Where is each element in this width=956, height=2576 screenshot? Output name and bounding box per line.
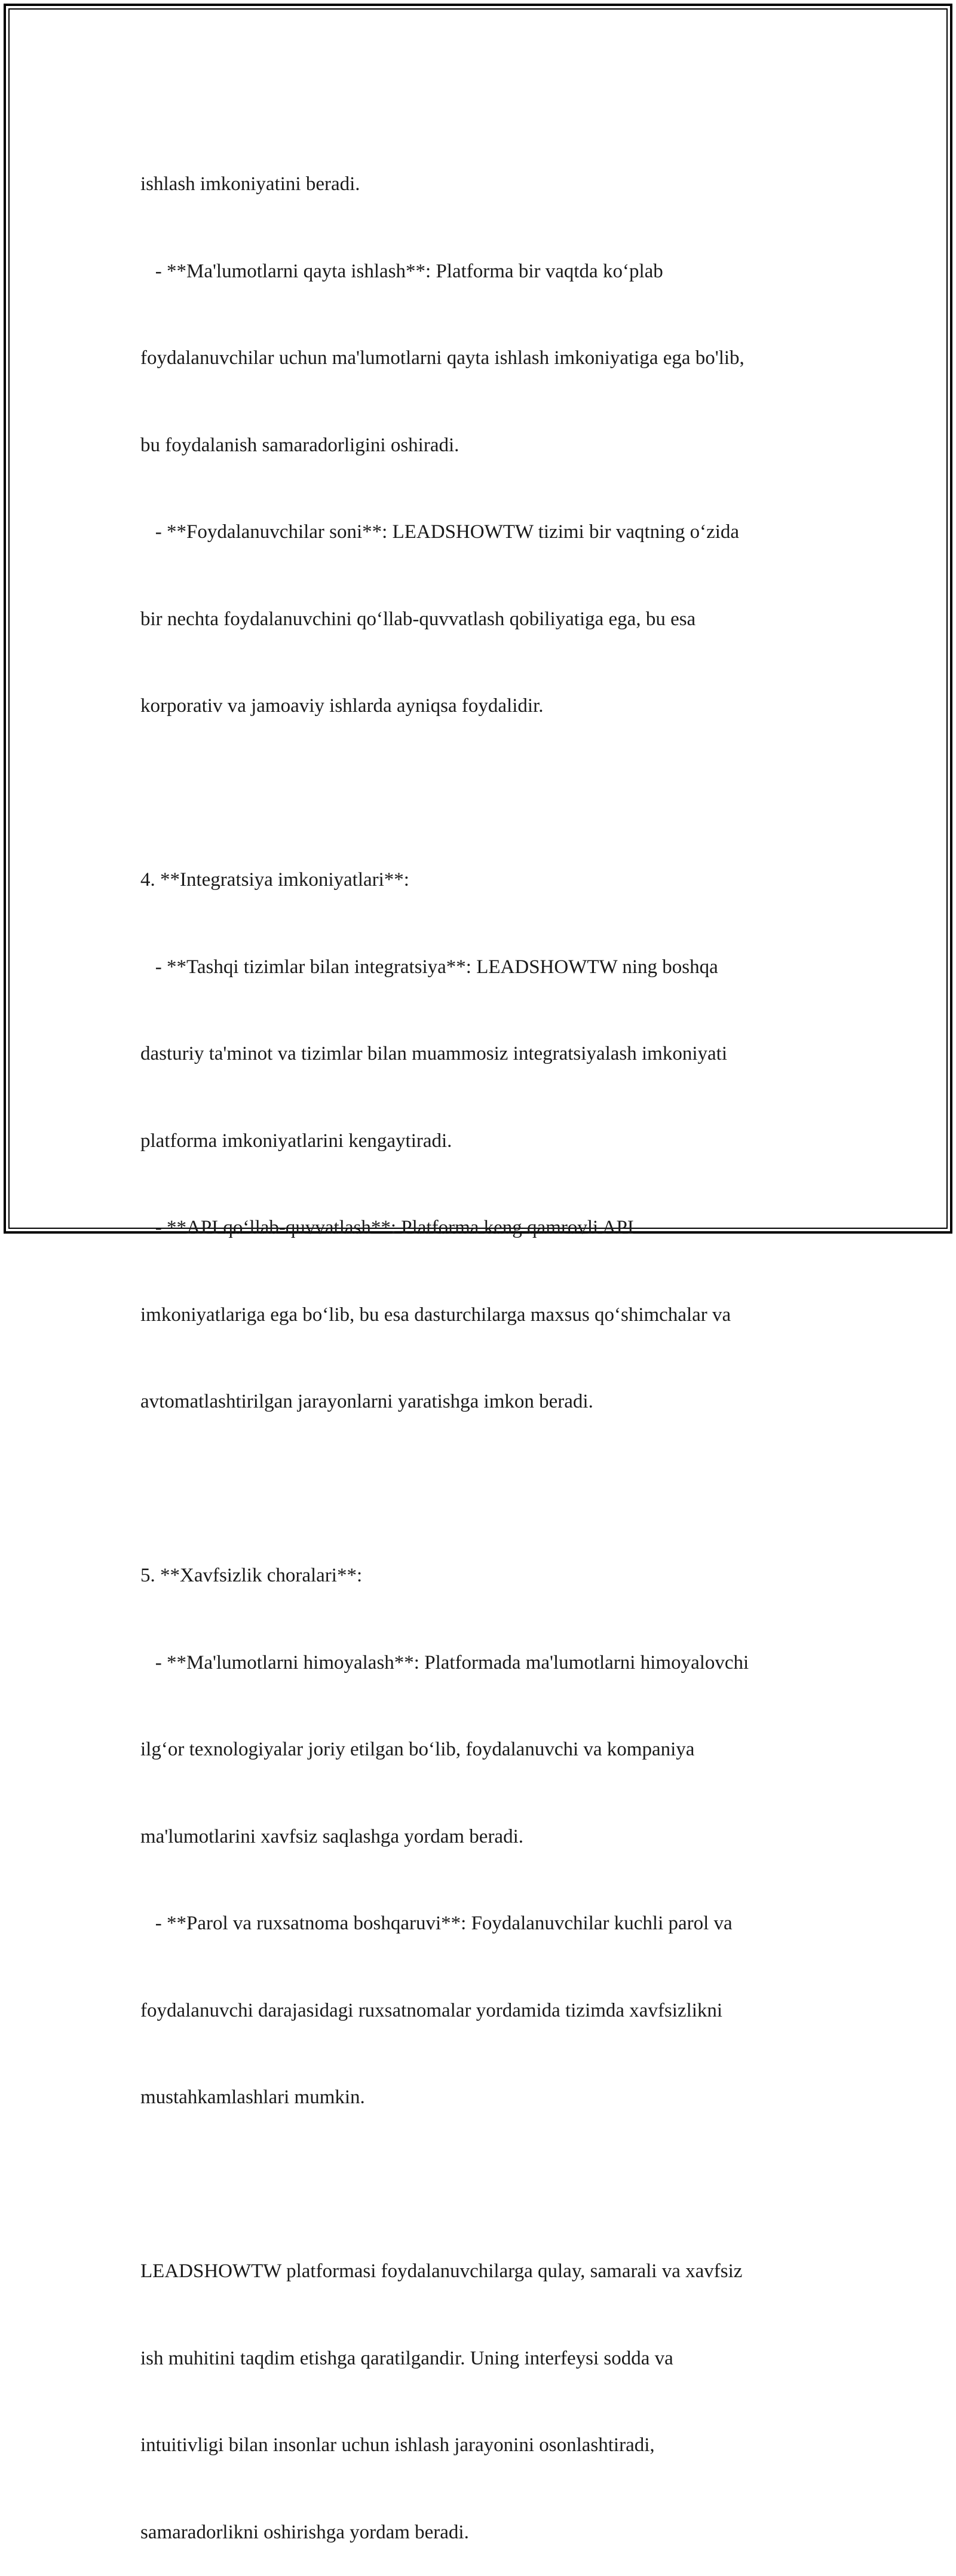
text-line: platforma imkoniyatlarini kengaytiradi. bbox=[140, 1130, 452, 1152]
text-line: imkoniyatlariga ega bo‘lib, bu esa dasturchilarga maxsus qo‘shimchalar va bbox=[140, 1304, 731, 1326]
text-line: - **Ma'lumotlarni qayta ishlash**: Platforma bir vaqtda ko‘plab bbox=[140, 260, 663, 282]
text-line: - **Tashqi tizimlar bilan integratsiya**: LEADSHOWTW ning boshqa bbox=[140, 956, 718, 978]
blank-line bbox=[140, 2170, 845, 2199]
text-line: ma'lumotlarini xavfsiz saqlashga yordam beradi. bbox=[140, 1825, 524, 1847]
text-line: ilg‘or texnologiyalar joriy etilgan bo‘lib, foydalanuvchi va kompaniya bbox=[140, 1739, 695, 1760]
text-line: ishlash imkoniyatini beradi. bbox=[140, 173, 360, 195]
text-line: foydalanuvchi darajasidagi ruxsatnomalar yordamida tizimda xavfsizlikni bbox=[140, 1999, 723, 2021]
section-heading: 5. **Xavfsizlik choralari**: bbox=[140, 1565, 363, 1586]
blank-line bbox=[140, 779, 845, 808]
text-line: bu foydalanish samaradorligini oshiradi. bbox=[140, 434, 459, 456]
document-body bbox=[140, 112, 845, 2576]
text-line: LEADSHOWTW platformasi foydalanuvchilarga qulay, samarali va xavfsiz bbox=[140, 2260, 743, 2282]
text-line: ish muhitini taqdim etishga qaratilgandir. Uning interfeysi sodda va bbox=[140, 2347, 673, 2369]
text-line: intuitivligi bilan insonlar uchun ishlash jarayonini osonlashtiradi, bbox=[140, 2434, 655, 2456]
blank-line bbox=[140, 1474, 845, 1504]
text-line: - **Parol va ruxsatnoma boshqaruvi**: Foydalanuvchilar kuchli parol va bbox=[140, 1913, 733, 1934]
text-line: bir nechta foydalanuvchini qo‘llab-quvvatlash qobiliyatiga ega, bu esa bbox=[140, 608, 696, 630]
section-heading: 4. **Integratsiya imkoniyatlari**: bbox=[140, 869, 409, 891]
text-line: dasturiy ta'minot va tizimlar bilan muammosiz integratsiyalash imkoniyati bbox=[140, 1043, 727, 1064]
text-line: mustahkamlashlari mumkin. bbox=[140, 2087, 365, 2108]
text-line: korporativ va jamoaviy ishlarda ayniqsa foydalidir. bbox=[140, 695, 544, 717]
text-line: - **Foydalanuvchilar soni**: LEADSHOWTW tizimi bir vaqtning o‘zida bbox=[140, 521, 740, 543]
text-line: samaradorlikni oshirishga yordam beradi. bbox=[140, 2521, 469, 2543]
text-line: foydalanuvchilar uchun ma'lumotlarni qayta ishlash imkoniyatiga ega bo'lib, bbox=[140, 347, 744, 369]
text-line: avtomatlashtirilgan jarayonlarni yaratishga imkon beradi. bbox=[140, 1391, 593, 1412]
text-line: - **Ma'lumotlarni himoyalash**: Platformada ma'lumotlarni himoyalovchi bbox=[140, 1651, 749, 1674]
text-line: - **API qo‘llab-quvvatlash**: Platforma keng qamrovli API bbox=[140, 1217, 634, 1238]
